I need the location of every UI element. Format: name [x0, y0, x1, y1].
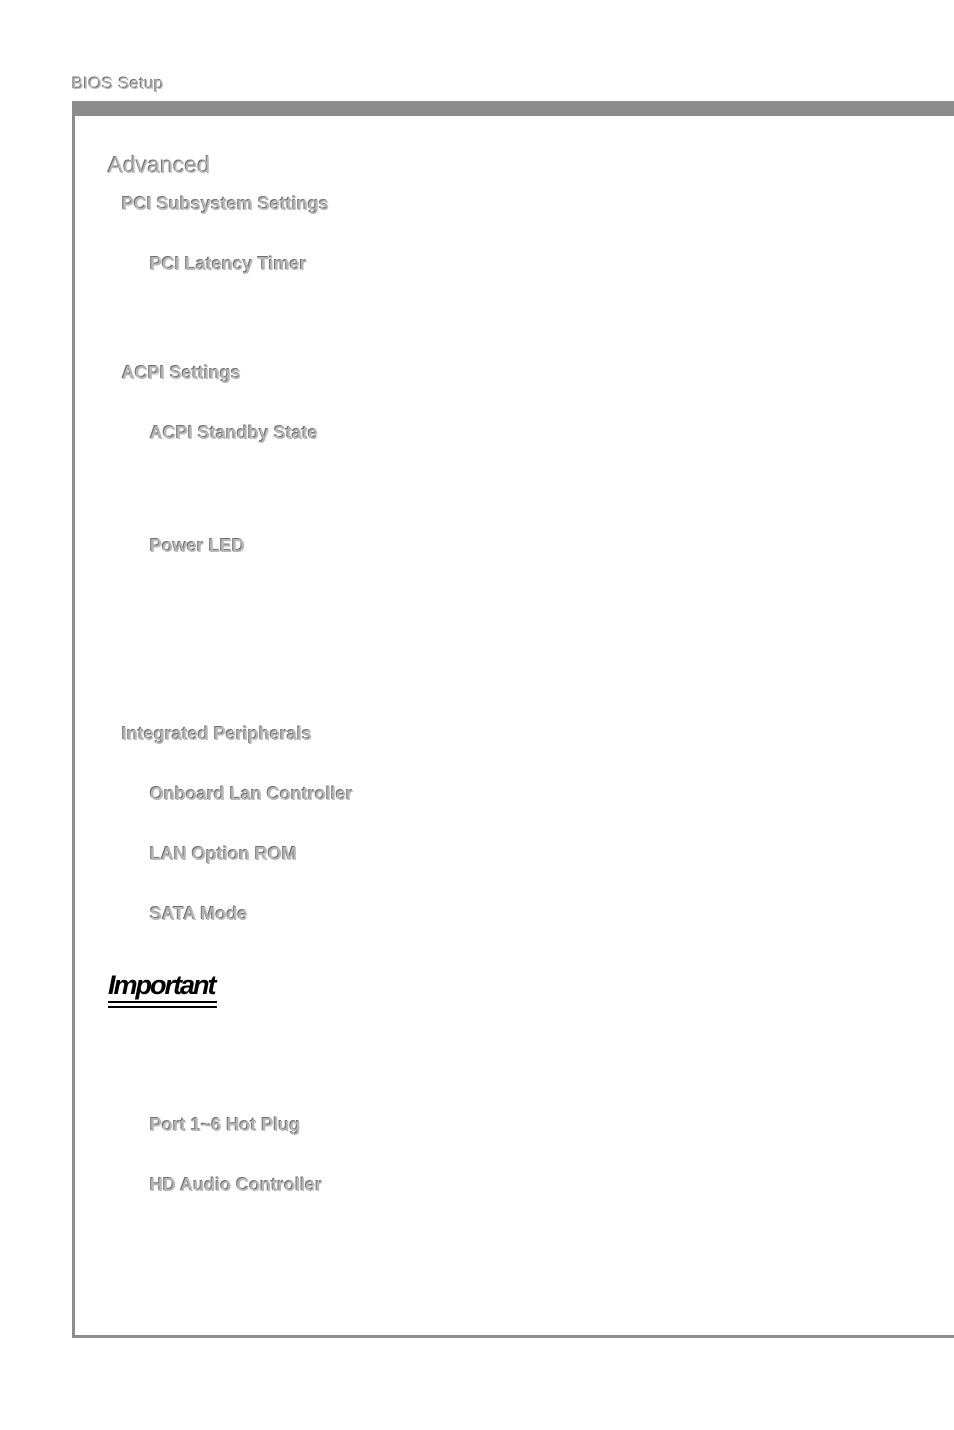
item-hd-audio-controller: HD Audio Controller [150, 1175, 323, 1195]
item-sata-mode: SATA Mode [150, 904, 248, 924]
item-onboard-lan-controller: Onboard Lan Controller [150, 784, 354, 804]
important-underline-bottom [108, 1006, 217, 1008]
important-label: Important [108, 970, 215, 1000]
section-heading-acpi: ACPI Settings [122, 363, 242, 383]
item-pci-latency-timer: PCI Latency Timer [150, 254, 307, 274]
item-port-hot-plug: Port 1~6 Hot Plug [150, 1115, 301, 1135]
item-lan-option-rom: LAN Option ROM [150, 844, 297, 864]
section-heading-integrated-peripherals: Integrated Peripherals [122, 724, 313, 744]
important-notice [108, 970, 218, 1010]
page-title: Advanced [108, 152, 211, 178]
header-bar [73, 101, 954, 116]
bottom-border-rule [72, 1335, 954, 1338]
item-acpi-standby-state: ACPI Standby State [150, 423, 319, 443]
header-label: BIOS Setup [72, 74, 164, 93]
important-underline-top [108, 1001, 217, 1003]
left-border-rule [72, 101, 75, 1338]
item-power-led: Power LED [150, 536, 246, 556]
section-heading-pci-subsystem: PCI Subsystem Settings [122, 194, 330, 214]
